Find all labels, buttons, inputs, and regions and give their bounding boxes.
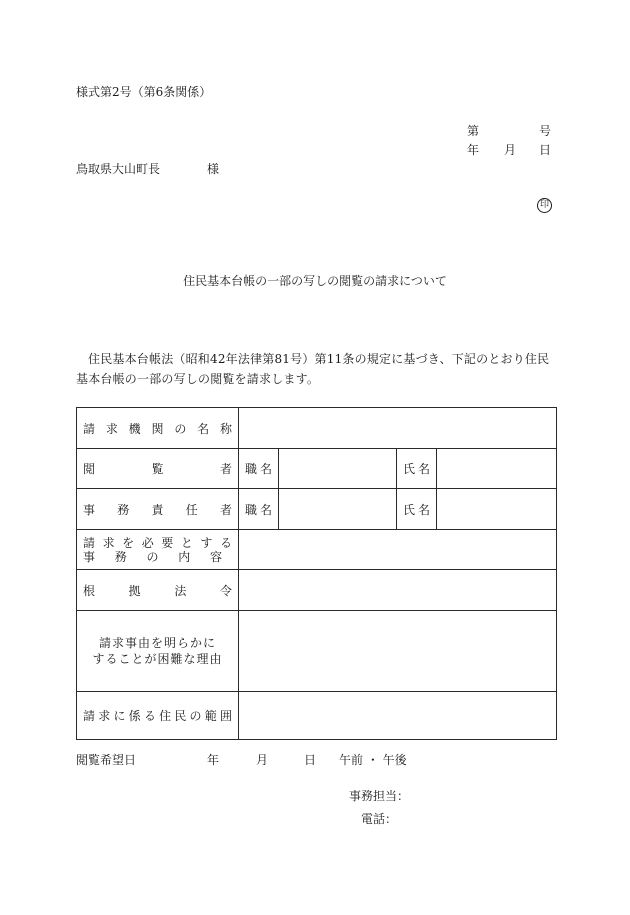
- viewer-name-field[interactable]: [437, 449, 557, 489]
- document-number-suffix: 号: [539, 124, 552, 138]
- legal-basis-field[interactable]: [239, 570, 557, 611]
- desired-day-label: 日: [304, 753, 317, 767]
- table-row: [77, 692, 557, 740]
- business-content-label: [77, 530, 239, 570]
- document-title: 住民基本台帳の一部の写しの閲覧の請求について: [183, 274, 447, 288]
- viewer-position-label: 職名: [239, 449, 279, 489]
- officer-name-field[interactable]: [437, 489, 557, 530]
- date-month-label: 月: [504, 143, 517, 157]
- responsible-officer-label: 事務責任者: [77, 489, 239, 530]
- table-row: [77, 530, 557, 570]
- desired-year-label: 年: [207, 753, 220, 767]
- date-day-label: 日: [539, 143, 552, 157]
- addressee: 鳥取県大山町長: [76, 162, 161, 176]
- request-form-table: [76, 407, 557, 740]
- business-content-label-line2: 事務の内容: [83, 549, 222, 564]
- form-number: 様式第2号（第6条関係）: [76, 85, 212, 99]
- officer-position-field[interactable]: [279, 489, 397, 530]
- resident-scope-field[interactable]: [239, 692, 557, 740]
- business-content-field[interactable]: [239, 530, 557, 570]
- legal-basis-label: 根拠法令: [77, 570, 239, 611]
- am-pm-choice: 午前 ・ 午後: [339, 753, 407, 767]
- resident-scope-label: 請求に係る住民の範囲: [77, 692, 239, 740]
- contact-person-label: 事務担当：: [349, 789, 410, 803]
- difficulty-reason-label: [77, 611, 239, 692]
- viewer-name-label: 氏名: [397, 449, 437, 489]
- table-row: [77, 408, 557, 449]
- seal-icon: 印: [537, 198, 552, 213]
- date-year-label: 年: [467, 143, 480, 157]
- requesting-agency-label: 請求機関の名称: [77, 408, 239, 449]
- table-row: [77, 489, 557, 530]
- phone-label: 電話：: [361, 812, 398, 826]
- table-row: [77, 449, 557, 489]
- business-content-label-line1: 請求を必要とする: [83, 535, 232, 550]
- table-row: [77, 611, 557, 692]
- difficulty-reason-label-line1: 請求事由を明らかに: [98, 636, 216, 650]
- honorific: 様: [207, 162, 220, 176]
- requesting-agency-field[interactable]: [239, 408, 557, 449]
- difficulty-reason-field[interactable]: [239, 611, 557, 692]
- request-statement: 住民基本台帳法（昭和42年法律第81号）第11条の規定に基づき、下記のとおり住民基本台帳の一部の写しの閲覧を請求します。: [76, 352, 550, 386]
- document-number-label: 第: [467, 124, 480, 138]
- desired-month-label: 月: [256, 753, 269, 767]
- officer-name-label: 氏名: [397, 489, 437, 530]
- desired-date-label: 閲覧希望日: [76, 753, 137, 767]
- difficulty-reason-label-line2: することが困難な理由: [92, 652, 223, 666]
- officer-position-label: 職名: [239, 489, 279, 530]
- viewer-label: 閲覧者: [77, 449, 239, 489]
- viewer-position-field[interactable]: [279, 449, 397, 489]
- table-row: [77, 570, 557, 611]
